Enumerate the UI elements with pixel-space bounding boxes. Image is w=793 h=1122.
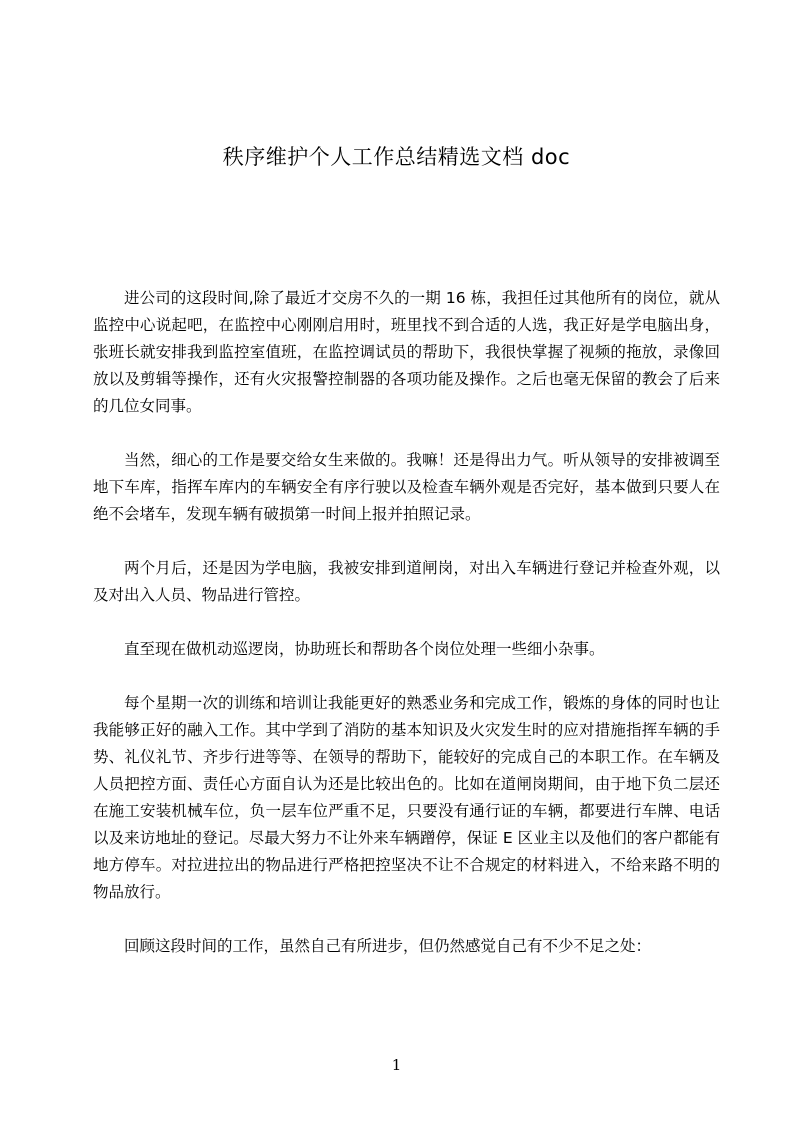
paragraph: 回顾这段时间的工作，虽然自己有所进步，但仍然感觉自己有不少不足之处： — [124, 937, 652, 955]
document-title: 秩序维护个人工作总结精选文档 doc — [222, 145, 571, 169]
page-number: 1 — [391, 1056, 402, 1074]
paragraph: 进公司的这段时间,除了最近才交房不久的一期 16 栋，我担任过其他所有的岗位，就从监控中心说起吧，在监控中心刚刚启用时，班里找不到合适的人选，我正好是学电脑出身，张班长就安排我到监控室值班，在监控调试员的帮助下，我很快掌握了视频的拖放，录像回放以及剪辑等操作，还有火灾报警控制器的各项功能及操作。之后也毫无保留的教会了后来的几位女同事。 — [93, 289, 720, 415]
document-body — [93, 285, 720, 987]
paragraph: 每个星期一次的训练和培训让我能更好的熟悉业务和完成工作，锻炼的身体的同时也让我能够正好的融入工作。其中学到了消防的基本知识及火灾发生时的应对措施指挥车辆的手势、礼仪礼节、齐步行进等等、在领导的帮助下，能较好的完成自己的本职工作。在车辆及人员把控方面、责任心方面自认为还是比较出色的。比如在道闸岗期间，由于地下负二层还在施工安装机械车位，负一层车位严重不足，只要没有通行证的车辆，都要进行车牌、电话以及来访地址的登记。尽最大努力不让外来车辆蹭停，保证 E 区业主以及他们的客户都能有地方停车。对拉进拉出的物品进行严格把控坚决不让不合规定的材料进入，不给来路不明的物品放行。 — [93, 694, 720, 901]
paragraph: 当然，细心的工作是要交给女生来做的。我嘛！还是得出力气。听从领导的安排被调至地下车库，指挥车库内的车辆安全有序行驶以及检查车辆外观是否完好，基本做到只要人在绝不会堵车，发现车辆有破损第一时间上报并拍照记录。 — [93, 451, 720, 523]
paragraph: 直至现在做机动巡逻岗，协助班长和帮助各个岗位处理一些细小杂事。 — [124, 640, 605, 658]
paragraph: 两个月后，还是因为学电脑，我被安排到道闸岗，对出入车辆进行登记并检查外观，以及对出入人员、物品进行管控。 — [93, 559, 720, 604]
